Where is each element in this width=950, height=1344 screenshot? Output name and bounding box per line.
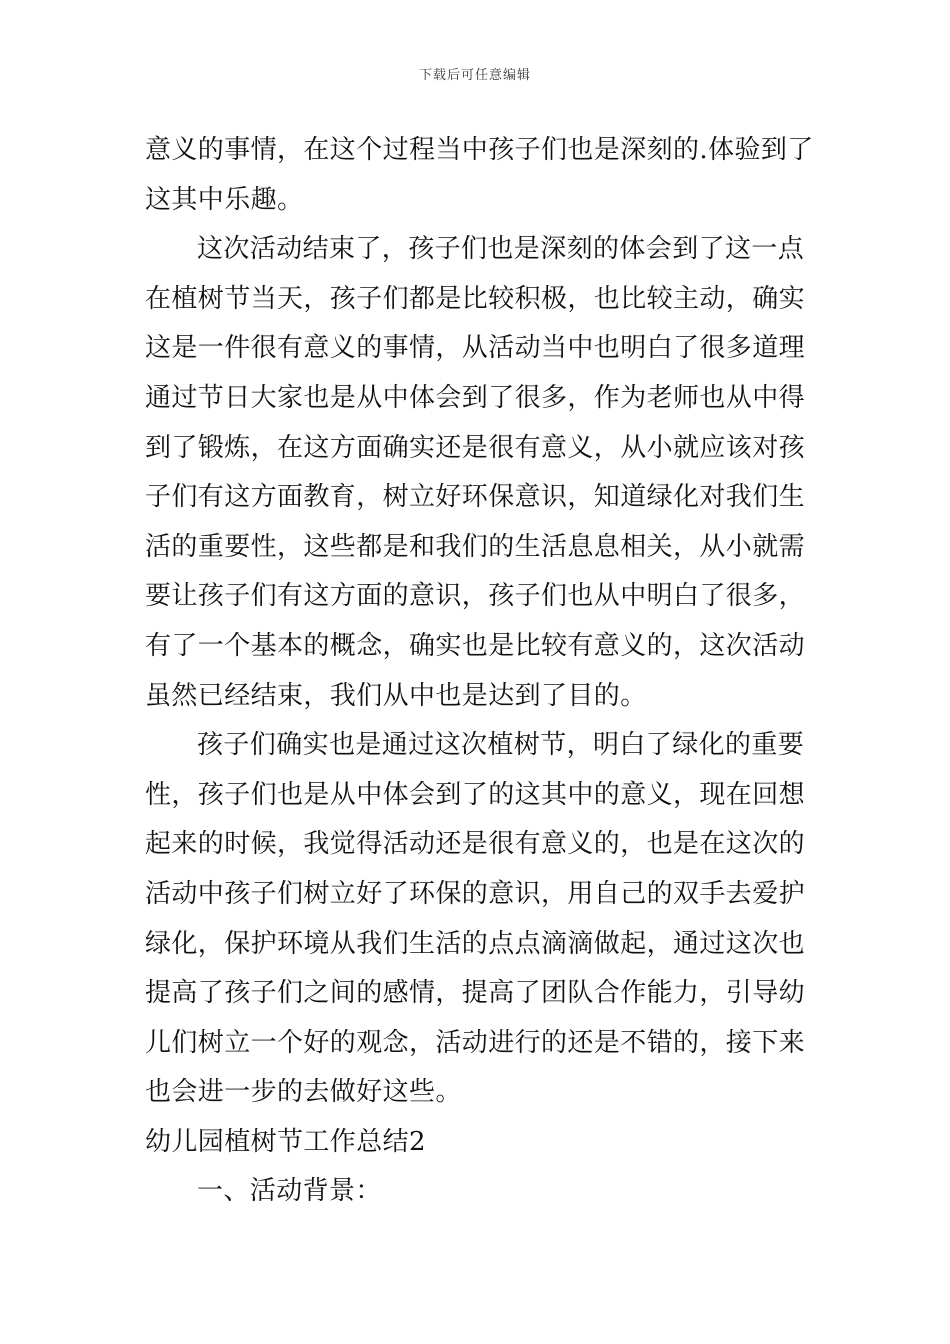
text-line: 儿们树立一个好的观念，活动进行的还是不错的，接下来 [145,1027,806,1058]
text-line: 要让孩子们有这方面的意识，孩子们也从中明白了很多， [145,581,806,612]
text-line: 绿化，保护环境从我们生活的点点滴滴做起，通过这次也 [145,928,806,959]
text-line: 孩子们确实也是通过这次植树节，明白了绿化的重要 [197,730,805,761]
text-line: 虽然已经结束，我们从中也是达到了目的。 [145,680,647,711]
text-line: 起来的时候，我觉得活动还是很有意义的，也是在这次的 [145,829,806,860]
text-line: 在植树节当天，孩子们都是比较积极，也比较主动，确实 [145,283,806,314]
text-line: 一、活动背景： [197,1176,382,1207]
text-line: 性，孩子们也是从中体会到了的这其中的意义，现在回想 [145,779,806,810]
text-line: 意义的事情，在这个过程当中孩子们也是深刻的.体验到了 [145,135,814,165]
text-line: 活动中孩子们树立好了环保的意识，用自己的双手去爱护 [145,878,806,909]
document-body [145,126,814,1217]
page-header: 下载后可任意编辑 [418,68,531,83]
text-line: 到了锻炼，在这方面确实还是很有意义，从小就应该对孩 [145,432,806,463]
text-line: 这其中乐趣。 [145,184,304,215]
text-line: 子们有这方面教育，树立好环保意识，知道绿化对我们生 [145,482,806,513]
text-line: 提高了孩子们之间的感情，提高了团队合作能力，引导幼 [145,978,806,1009]
text-line: 这是一件很有意义的事情，从活动当中也明白了很多道理 [145,333,806,364]
text-line: 这次活动结束了，孩子们也是深刻的体会到了这一点 [197,234,805,265]
section-title: 幼儿园植树节工作总结2 [145,1126,426,1157]
text-line: 通过节日大家也是从中体会到了很多，作为老师也从中得 [145,382,806,413]
text-line: 也会进一步的去做好这些。 [145,1077,462,1108]
text-line: 有了一个基本的概念，确实也是比较有意义的，这次活动 [145,630,806,661]
text-line: 活的重要性，这些都是和我们的生活息息相关，从小就需 [145,531,806,562]
